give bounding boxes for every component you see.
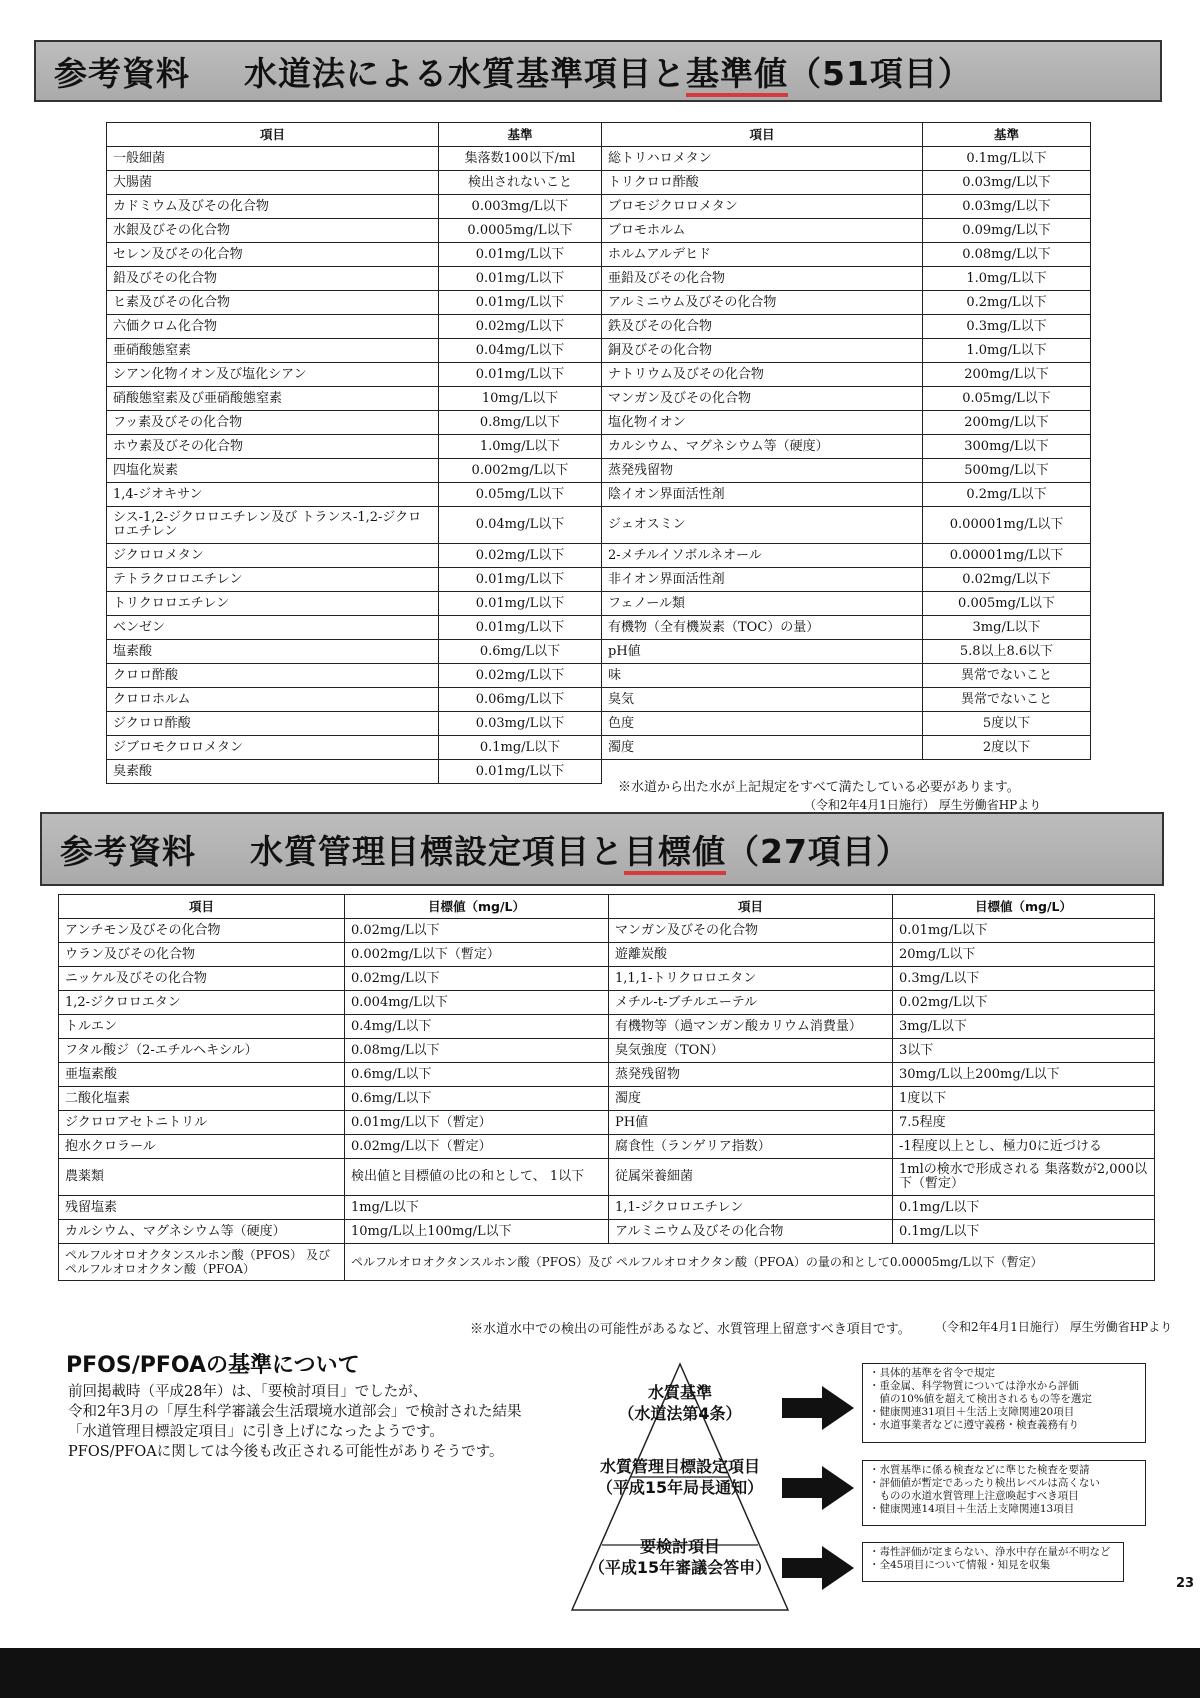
standard-value: 0.03mg/L以下 (439, 712, 602, 736)
bullet-text: ・評価値が暫定であったり検出レベルは高くない (869, 1477, 1100, 1489)
target-value: 0.1mg/L以下 (893, 1220, 1155, 1244)
item-name: トルエン (59, 1015, 345, 1039)
bullet-text: ・毒性評価が定まらない、浄水中存在量が不明など (869, 1546, 1111, 1558)
standard-value: 5.8以上8.6以下 (923, 640, 1091, 664)
bullet-text: ・健康関連31項目＋生活上支障関連20項目 (869, 1406, 1075, 1418)
header-target: 目標値（mg/L） (345, 895, 609, 919)
target-value: 1mg/L以下 (345, 1196, 609, 1220)
table-row (59, 1015, 1155, 1039)
item-name: トリクロロ酢酸 (602, 171, 923, 195)
section1-title-plain: 水道法による水質基準項目と (244, 53, 686, 93)
standard-value: 0.06mg/L以下 (439, 688, 602, 712)
item-name: 総トリハロメタン (602, 147, 923, 171)
standard-value: 1.0mg/L以下 (923, 267, 1091, 291)
item-name: 非イオン界面活性剤 (602, 568, 923, 592)
item-name: 農薬類 (59, 1159, 345, 1196)
section2-source: （令和2年4月1日施行） 厚生労働省HPより (935, 1320, 1173, 1334)
item-name: ブロモホルム (602, 219, 923, 243)
pyramid-level-3 (570, 1536, 790, 1578)
bullet-text: 値の10%値を超えて検出されるもの等を選定 (869, 1393, 1092, 1405)
table-row (59, 919, 1155, 943)
standard-value: 5度以下 (923, 712, 1091, 736)
standard-value: 0.05mg/L以下 (439, 483, 602, 507)
pyramid-level-sub: （平成15年審議会答申） (588, 1558, 772, 1577)
item-name: 1,1,1-トリクロロエタン (609, 967, 893, 991)
table-row (107, 267, 1091, 291)
table-row (107, 411, 1091, 435)
target-value: 0.4mg/L以下 (345, 1015, 609, 1039)
item-name: 四塩化炭素 (107, 459, 439, 483)
table-row (107, 507, 1091, 544)
standard-value: 0.09mg/L以下 (923, 219, 1091, 243)
target-value: 0.02mg/L以下 (345, 967, 609, 991)
item-name: ジクロロアセトニトリル (59, 1111, 345, 1135)
table-row (107, 664, 1091, 688)
standard-value: 0.01mg/L以下 (439, 243, 602, 267)
section1-source: （令和2年4月1日施行） 厚生労働省HPより (804, 798, 1042, 812)
standard-value: 異常でないこと (923, 688, 1091, 712)
target-value: 7.5程度 (893, 1111, 1155, 1135)
water-quality-standards-table (106, 122, 1091, 784)
item-name: 蒸発残留物 (602, 459, 923, 483)
item-name: 鉄及びその化合物 (602, 315, 923, 339)
item-name: メチル-t-ブチルエーテル (609, 991, 893, 1015)
target-value: -1程度以上とし、極力0に近づける (893, 1135, 1155, 1159)
section2-note: ※水道水中での検出の可能性があるなど、水質管理上留意すべき項目です。 (470, 1322, 911, 1337)
standard-value: 0.05mg/L以下 (923, 387, 1091, 411)
level-1-description-box (862, 1363, 1146, 1443)
standard-value: 0.03mg/L以下 (923, 195, 1091, 219)
standard-value: 3mg/L以下 (923, 616, 1091, 640)
table-row (59, 1087, 1155, 1111)
header-target: 目標値（mg/L） (893, 895, 1155, 919)
item-name: ヒ素及びその化合物 (107, 291, 439, 315)
bullet-text: ・具体的基準を省令で規定 (869, 1367, 995, 1379)
section2-label: 参考資料 (60, 831, 196, 871)
item-name: 2-メチルイソボルネオール (602, 544, 923, 568)
item-name: 銅及びその化合物 (602, 339, 923, 363)
arrow-right-icon (782, 1386, 854, 1430)
table-row (107, 544, 1091, 568)
standard-value: 500mg/L以下 (923, 459, 1091, 483)
target-value: 10mg/L以上100mg/L以下 (345, 1220, 609, 1244)
level-3-description-box (862, 1542, 1124, 1582)
item-name: 蒸発残留物 (609, 1063, 893, 1087)
item-name: 亜硝酸態窒素 (107, 339, 439, 363)
item-name: 有機物等（過マンガン酸カリウム消費量） (609, 1015, 893, 1039)
section1-title-tail: （51項目） (788, 53, 972, 93)
item-name: ペルフルオロオクタンスルホン酸（PFOS） 及びペルフルオロオクタン酸（PFOA） (59, 1244, 345, 1281)
item-name: アルミニウム及びその化合物 (602, 291, 923, 315)
item-name: ジェオスミン (602, 507, 923, 544)
target-value: 0.02mg/L以下 (345, 919, 609, 943)
item-name: アルミニウム及びその化合物 (609, 1220, 893, 1244)
standard-value: 0.005mg/L以下 (923, 592, 1091, 616)
header-item: 項目 (602, 123, 923, 147)
standard-value: 0.0005mg/L以下 (439, 219, 602, 243)
standard-value: 0.01mg/L以下 (439, 616, 602, 640)
standard-value: 0.00001mg/L以下 (923, 544, 1091, 568)
table-row (107, 688, 1091, 712)
header-item: 項目 (59, 895, 345, 919)
standard-value: 0.02mg/L以下 (439, 544, 602, 568)
pyramid-level-name: 水質管理目標設定項目 (599, 1457, 760, 1476)
target-value: 0.02mg/L以下 (893, 991, 1155, 1015)
bullet-text: ・水道事業者などに遵守義務・検査義務有り (869, 1419, 1079, 1431)
standard-value: 1.0mg/L以下 (439, 435, 602, 459)
bullet-text: ・重金属、科学物質については浄水から評価 (869, 1380, 1079, 1392)
item-name: セレン及びその化合物 (107, 243, 439, 267)
target-value: 0.01mg/L以下 (893, 919, 1155, 943)
item-name: シアン化物イオン及び塩化シアン (107, 363, 439, 387)
section2-title-tail: （27項目） (726, 831, 910, 871)
pyramid-level-sub: （平成15年局長通知） (596, 1478, 764, 1497)
target-value: 0.6mg/L以下 (345, 1063, 609, 1087)
item-name: PH値 (609, 1111, 893, 1135)
table-row (107, 219, 1091, 243)
item-name: フタル酸ジ（2-エチルヘキシル） (59, 1039, 345, 1063)
table-row (107, 736, 1091, 760)
item-name: ジクロロメタン (107, 544, 439, 568)
table-row (107, 616, 1091, 640)
item-name: ジクロロ酢酸 (107, 712, 439, 736)
pyramid-level-2 (570, 1456, 790, 1498)
item-name: 硝酸態窒素及び亜硝酸態窒素 (107, 387, 439, 411)
section2-title-underlined: 目標値 (624, 832, 726, 875)
target-value: 0.01mg/L以下（暫定） (345, 1111, 609, 1135)
table-row (107, 459, 1091, 483)
item-name: ナトリウム及びその化合物 (602, 363, 923, 387)
item-name: 六価クロム化合物 (107, 315, 439, 339)
standard-value: 300mg/L以下 (923, 435, 1091, 459)
standard-value: 集落数100以下/ml (439, 147, 602, 171)
target-value: 0.002mg/L以下（暫定） (345, 943, 609, 967)
item-name: 1,2-ジクロロエタン (59, 991, 345, 1015)
header-item: 項目 (107, 123, 439, 147)
item-name: ベンゼン (107, 616, 439, 640)
table-row (59, 967, 1155, 991)
table-row (107, 171, 1091, 195)
header-standard: 基準 (923, 123, 1091, 147)
header-standard: 基準 (439, 123, 602, 147)
item-name: クロロ酢酸 (107, 664, 439, 688)
standard-value: 0.8mg/L以下 (439, 411, 602, 435)
standard-value: 0.002mg/L以下 (439, 459, 602, 483)
standard-value: 200mg/L以下 (923, 411, 1091, 435)
standard-value: 0.03mg/L以下 (923, 171, 1091, 195)
item-name: フッ素及びその化合物 (107, 411, 439, 435)
bullet-text: ・水質基準に係る検査などに準じた検査を要請 (869, 1464, 1090, 1476)
table-row (107, 147, 1091, 171)
table-row (59, 991, 1155, 1015)
table-row (59, 1063, 1155, 1087)
pfos-line: PFOS/PFOAに関しては今後も改正される可能性がありそうです。 (68, 1444, 504, 1460)
section2-title-plain: 水質管理目標設定項目と (250, 831, 624, 871)
item-name: 1,4-ジオキサン (107, 483, 439, 507)
item-name: トリクロロエチレン (107, 592, 439, 616)
item-name: ウラン及びその化合物 (59, 943, 345, 967)
item-name: 味 (602, 664, 923, 688)
scan-dark-edge (0, 1648, 1200, 1698)
pyramid-level-name: 水質基準 (647, 1383, 712, 1402)
standard-value: 0.2mg/L以下 (923, 291, 1091, 315)
pfos-title: PFOS/PFOAの基準について (66, 1353, 360, 1378)
item-name: 塩素酸 (107, 640, 439, 664)
table-row (59, 943, 1155, 967)
table-row (107, 712, 1091, 736)
standard-value: 0.01mg/L以下 (439, 568, 602, 592)
item-name: カルシウム、マグネシウム等（硬度） (59, 1220, 345, 1244)
section1-note: ※水道から出た水が上記規定をすべて満たしている必要があります。 (618, 780, 1020, 795)
standard-value: 0.01mg/L以下 (439, 267, 602, 291)
bullet-text: ものの水道水質管理上注意喚起すべき項目 (869, 1490, 1079, 1502)
bullet-text: ・健康関連14項目＋生活上支障関連13項目 (869, 1503, 1075, 1515)
target-value: 0.3mg/L以下 (893, 967, 1155, 991)
standard-value: 10mg/L以下 (439, 387, 602, 411)
item-name: 1,1-ジクロロエチレン (609, 1196, 893, 1220)
item-name: アンチモン及びその化合物 (59, 919, 345, 943)
pyramid-level-1 (590, 1382, 770, 1424)
target-value: ペルフルオロオクタンスルホン酸（PFOS）及び ペルフルオロオクタン酸（PFOA）の量の和として0.00005mg/L以下（暫定） (345, 1244, 1155, 1281)
item-name: 鉛及びその化合物 (107, 267, 439, 291)
target-value: 0.004mg/L以下 (345, 991, 609, 1015)
target-value: 1mlの検水で形成される 集落数が2,000以下（暫定） (893, 1159, 1155, 1196)
header-item: 項目 (609, 895, 893, 919)
pyramid-level-sub: （水道法第4条） (618, 1404, 742, 1423)
item-name: カルシウム、マグネシウム等（硬度） (602, 435, 923, 459)
item-name: pH値 (602, 640, 923, 664)
item-name: ホルムアルデヒド (602, 243, 923, 267)
item-name: 大腸菌 (107, 171, 439, 195)
level-2-description-box (862, 1460, 1146, 1526)
bullet-text: ・全45項目について情報・知見を収集 (869, 1559, 1051, 1571)
target-value: 20mg/L以下 (893, 943, 1155, 967)
target-value: 0.08mg/L以下 (345, 1039, 609, 1063)
standard-value: 異常でないこと (923, 664, 1091, 688)
table-row (107, 640, 1091, 664)
standard-value: 2度以下 (923, 736, 1091, 760)
item-name: 水銀及びその化合物 (107, 219, 439, 243)
standard-value: 0.04mg/L以下 (439, 339, 602, 363)
arrow-right-icon (782, 1546, 854, 1590)
standard-value: 200mg/L以下 (923, 363, 1091, 387)
table-row (59, 1135, 1155, 1159)
item-name: 有機物（全有機炭素（TOC）の量） (602, 616, 923, 640)
table-row (59, 1159, 1155, 1196)
table-row (107, 592, 1091, 616)
standard-value: 検出されないこと (439, 171, 602, 195)
standard-value: 0.01mg/L以下 (439, 363, 602, 387)
section1-title-underlined: 基準値 (686, 54, 788, 97)
standard-value: 0.01mg/L以下 (439, 760, 602, 784)
target-value: 検出値と目標値の比の和として、 1以下 (345, 1159, 609, 1196)
table-row (107, 195, 1091, 219)
table-row (59, 1196, 1155, 1220)
standard-value: 0.08mg/L以下 (923, 243, 1091, 267)
item-name: ジブロモクロロメタン (107, 736, 439, 760)
target-value: 30mg/L以上200mg/L以下 (893, 1063, 1155, 1087)
table-row (107, 387, 1091, 411)
item-name: シス-1,2-ジクロロエチレン及び トランス-1,2-ジクロロエチレン (107, 507, 439, 544)
standard-value: 0.003mg/L以下 (439, 195, 602, 219)
table-row (107, 291, 1091, 315)
table-row (107, 363, 1091, 387)
item-name: 遊離炭酸 (609, 943, 893, 967)
section1-header (34, 40, 1162, 102)
item-name: 二酸化塩素 (59, 1087, 345, 1111)
item-name: 一般細菌 (107, 147, 439, 171)
item-name: 従属栄養細菌 (609, 1159, 893, 1196)
target-value: 0.02mg/L以下（暫定） (345, 1135, 609, 1159)
table-row (59, 1111, 1155, 1135)
item-name: 臭気 (602, 688, 923, 712)
standard-value: 0.3mg/L以下 (923, 315, 1091, 339)
table-row (107, 315, 1091, 339)
table-row (59, 1244, 1155, 1281)
page-number: 23 (1176, 1576, 1195, 1591)
pyramid-level-name: 要検討項目 (639, 1537, 720, 1556)
standard-value: 0.04mg/L以下 (439, 507, 602, 544)
standard-value: 0.2mg/L以下 (923, 483, 1091, 507)
standard-value: 0.1mg/L以下 (439, 736, 602, 760)
table-row (107, 568, 1091, 592)
item-name: テトラクロロエチレン (107, 568, 439, 592)
item-name: 残留塩素 (59, 1196, 345, 1220)
item-name: 臭気強度（TON） (609, 1039, 893, 1063)
standard-value: 0.00001mg/L以下 (923, 507, 1091, 544)
item-name: マンガン及びその化合物 (602, 387, 923, 411)
item-name: 濁度 (602, 736, 923, 760)
standard-value: 1.0mg/L以下 (923, 339, 1091, 363)
item-name: 色度 (602, 712, 923, 736)
standard-value: 0.01mg/L以下 (439, 291, 602, 315)
item-name: ブロモジクロロメタン (602, 195, 923, 219)
pfos-line: 「水道管理目標設定項目」に引き上げになったようです。 (68, 1424, 444, 1440)
item-name: ホウ素及びその化合物 (107, 435, 439, 459)
pfos-line: 前回掲載時（平成28年）は、「要検討項目」でしたが、 (68, 1384, 428, 1400)
item-name: マンガン及びその化合物 (609, 919, 893, 943)
item-name: 亜塩素酸 (59, 1063, 345, 1087)
standard-value: 0.02mg/L以下 (439, 315, 602, 339)
item-name: 臭素酸 (107, 760, 439, 784)
section1-title (244, 48, 972, 95)
target-value: 1度以下 (893, 1087, 1155, 1111)
pfos-line: 令和2年3月の「厚生科学審議会生活環境水道部会」で検討された結果 (68, 1404, 522, 1420)
table-header-row (107, 123, 1091, 147)
item-name: フェノール類 (602, 592, 923, 616)
table-row (107, 483, 1091, 507)
standard-value: 0.02mg/L以下 (923, 568, 1091, 592)
item-name: ニッケル及びその化合物 (59, 967, 345, 991)
section1-label: 参考資料 (54, 53, 190, 93)
item-name: 陰イオン界面活性剤 (602, 483, 923, 507)
management-target-table (58, 894, 1155, 1281)
table-row (59, 1220, 1155, 1244)
table-row (107, 243, 1091, 267)
standard-value: 0.01mg/L以下 (439, 592, 602, 616)
item-name: クロロホルム (107, 688, 439, 712)
item-name: 塩化物イオン (602, 411, 923, 435)
target-value: 0.1mg/L以下 (893, 1196, 1155, 1220)
section2-header (40, 812, 1164, 886)
standard-value: 0.02mg/L以下 (439, 664, 602, 688)
item-name: 濁度 (609, 1087, 893, 1111)
target-value: 3以下 (893, 1039, 1155, 1063)
item-name: カドミウム及びその化合物 (107, 195, 439, 219)
standard-value: 0.6mg/L以下 (439, 640, 602, 664)
arrow-right-icon (782, 1466, 854, 1510)
target-value: 3mg/L以下 (893, 1015, 1155, 1039)
item-name: 腐食性（ランゲリア指数） (609, 1135, 893, 1159)
table-row (107, 435, 1091, 459)
table-row (59, 1039, 1155, 1063)
table-header-row (59, 895, 1155, 919)
table-row (107, 339, 1091, 363)
target-value: 0.6mg/L以下 (345, 1087, 609, 1111)
section2-title (250, 826, 910, 873)
item-name: 亜鉛及びその化合物 (602, 267, 923, 291)
standard-value: 0.1mg/L以下 (923, 147, 1091, 171)
item-name: 抱水クロラール (59, 1135, 345, 1159)
